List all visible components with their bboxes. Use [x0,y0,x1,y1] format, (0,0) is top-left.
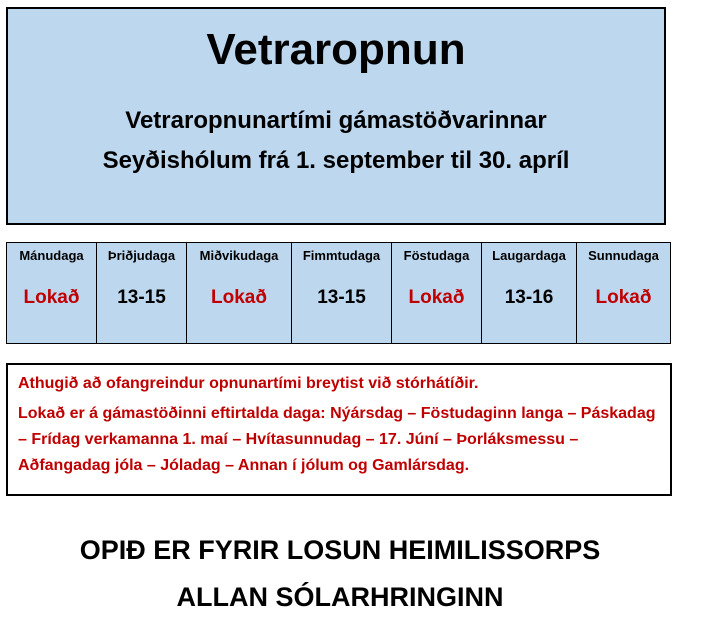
day-hours: 13-15 [117,287,166,308]
opening-hours-table [6,242,671,344]
day-hours: Lokað [595,287,652,308]
day-hours: Lokað [23,287,80,308]
day-cell-wednesday [187,243,292,344]
day-hours: 13-16 [504,287,554,308]
day-cell-sunday [577,243,671,344]
footer-line-1: OPIÐ ER FYRIR LOSUN HEIMILISSORPS [79,535,601,565]
day-name: Mánudaga [19,248,84,263]
holiday-notice: Athugið að ofangreindur opnunartími breytist við stórhátíðir. [18,375,479,392]
day-name: Föstudaga [403,248,470,263]
day-cell-thursday [292,243,392,344]
day-name: Laugardaga [492,248,566,263]
day-cell-saturday [482,243,577,344]
day-cell-friday [392,243,482,344]
footer-line-2: ALLAN SÓLARHRINGINN [176,582,504,612]
day-name: Sunnudaga [588,248,659,263]
day-name: Miðvikudaga [199,248,279,263]
day-hours: Lokað [211,287,267,308]
subtitle-line-2: Seyðishólum frá 1. september til 30. apríl [102,147,570,174]
day-name: Þriðjudaga [107,248,176,263]
header-box [6,7,666,225]
day-hours: 13-15 [317,287,366,308]
day-hours: Lokað [408,287,465,308]
closed-days-notice: Lokað er á gámastöðinni eftirtalda daga: Nýársdag – Föstudaginn langa – Páskadag – Frídag verkamanna 1. maí – Hvítasunnudag – 17. Júní – Þorláksmessu – Aðfangadag jóla – Jóladag – Annan í jólum og Gamlársdag. [18,405,656,474]
subtitle-line-1: Vetraropnunartími gámastöðvarinnar [125,107,547,134]
table-row [7,243,671,344]
page-title: Vetraropnun [206,25,466,74]
day-name: Fimmtudaga [302,248,381,263]
day-cell-tuesday [97,243,187,344]
header-subtitle [8,101,664,181]
notice-box [6,363,672,496]
day-cell-monday [7,243,97,344]
